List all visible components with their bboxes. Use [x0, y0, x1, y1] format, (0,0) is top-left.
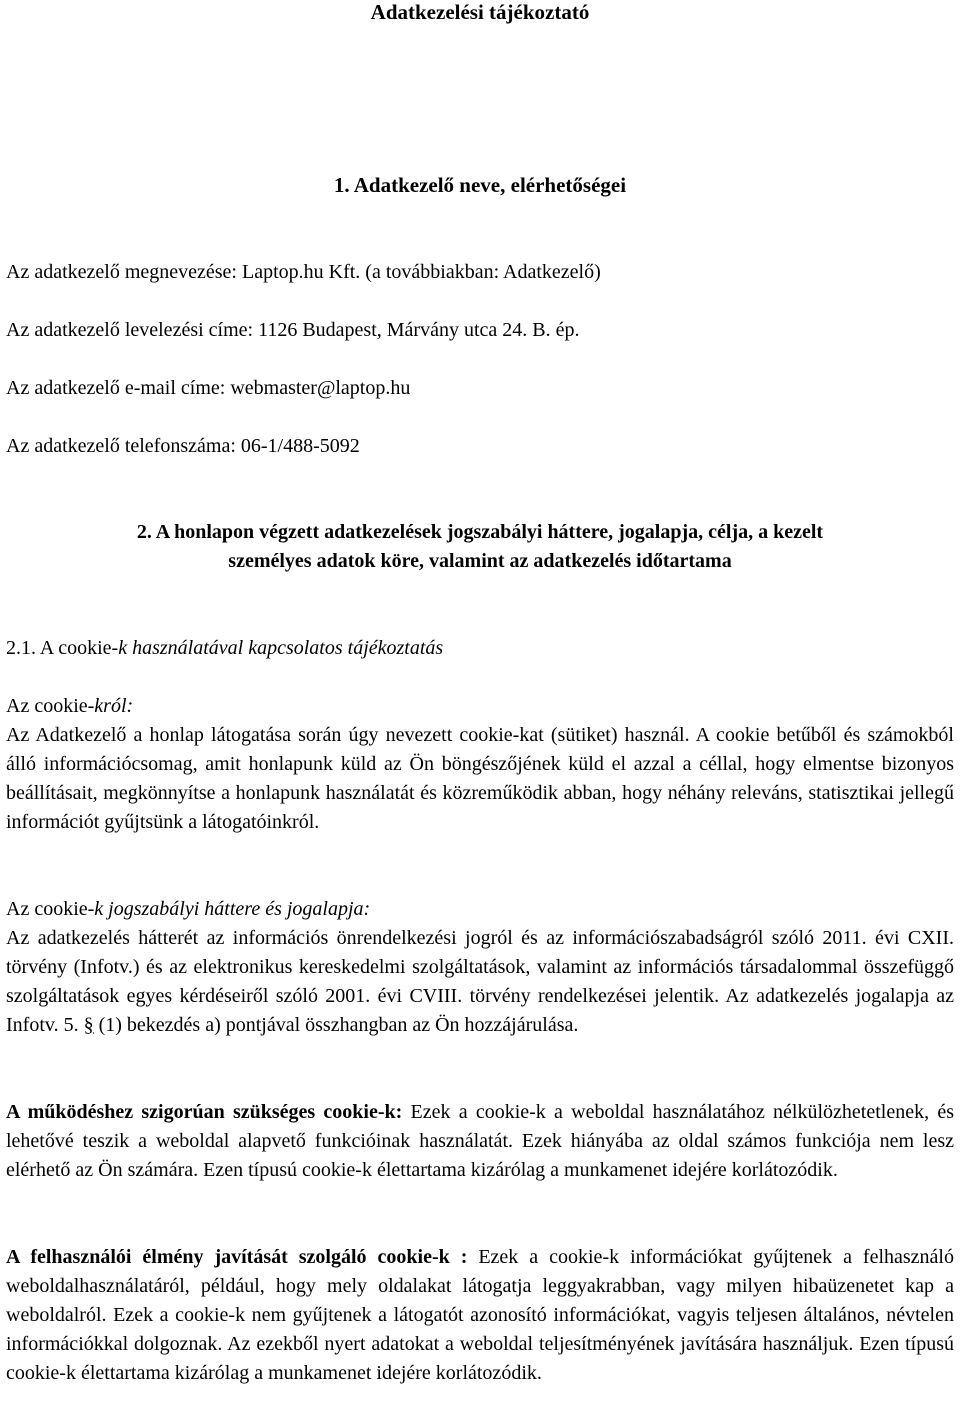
section-sign: § [83, 1014, 94, 1036]
legal-basis-text-after: (1) bekezdés a) pontjával összhangban az Ön hozzájárulása. [93, 1014, 579, 1036]
subsection-2-1-italic: k használatával kapcsolatos tájékoztatás [118, 637, 444, 659]
section-1-heading: 1. Adatkezelő neve, elérhetőségei [333, 173, 627, 197]
controller-email-line: Az adatkezelő e-mail címe: webmaster@laptop.hu [6, 377, 411, 399]
subsection-2-1-heading [6, 634, 443, 663]
document-title: Adatkezelési tájékoztató [370, 0, 590, 24]
legal-basis-text-before: Az adatkezelés hátterét az információs önrendelkezési jogról és az információszabadságról szóló 2011. évi CXII. törvény (Infotv.) és az elektronikus kereskedelmi szolgáltatások, valamint az információs társadalommal összefüggő szolgáltatások egyes kérdéseiről szóló 2001. évi CVIII. törvény rendelkezései jelentik. Az adatkezelés jogalapja az Infotv. 5. [6, 927, 954, 1036]
controller-phone-line: Az adatkezelő telefonszáma: 06-1/488-5092 [6, 435, 360, 457]
experience-cookies-paragraph [6, 1243, 954, 1388]
subsection-2-1-prefix: 2.1. A cookie- [6, 637, 119, 659]
necessary-cookies-text: Ezek a cookie-k a weboldal használatához nélkülözhetetlenek, és lehetővé teszik a weboldal alapvető funkcióinak használatát. Ezek hiányába az oldal számos funkciója nem lesz elérhető az Ön számára. Ezen típusú cookie-k élettartama kizárólag a munkamenet idejére korlátozódik. [6, 1101, 954, 1181]
legal-basis-label-plain: Az cookie- [6, 898, 95, 920]
section-2-heading [0, 518, 960, 576]
necessary-cookies-label: A működéshez szigorúan szükséges cookie-k: [6, 1101, 403, 1123]
about-cookies-paragraph: Az Adatkezelő a honlap látogatása során úgy nevezett cookie-kat (sütiket) használ. A cookie betűből és számokból álló információcsomag, amit honlapunk küld az Ön böngészőjének küld el azzal a céllal, hogy elmentse bizonyos beállításait, megkönnyítse a honlapunk használatát és közreműködik abban, hogy néhány releváns, statisztikai jellegű információt gyűjtsünk a látogatóinkról. [6, 724, 954, 833]
controller-name-line: Az adatkezelő megnevezése: Laptop.hu Kft. (a továbbiakban: Adatkezelő) [6, 261, 601, 283]
legal-basis-paragraph [6, 924, 954, 1040]
legal-basis-label [6, 895, 370, 924]
necessary-cookies-paragraph [6, 1098, 954, 1185]
about-cookies-label-plain: Az cookie- [6, 695, 95, 717]
about-cookies-label [6, 692, 133, 721]
experience-cookies-text: Ezek a cookie-k információkat gyűjtenek a felhasználó weboldalhasználatáról, például, hogy mely oldalakat látogatja leggyakrabban, vagy milyen hibaüzenetet kap a weboldalról. Ezek a cookie-k nem gyűjtenek a látogatót azonosító információkat, vagyis teljesen általános, névtelen információkkal dolgoznak. Az ezekből nyert adatokat a weboldal teljesítményének javítására használjuk. Ezen típusú cookie-k élettartama kizárólag a munkamenet idejére korlátozódik. [6, 1246, 954, 1384]
controller-address-line: Az adatkezelő levelezési címe: 1126 Budapest, Márvány utca 24. B. ép. [6, 319, 580, 341]
experience-cookies-label: A felhasználói élmény javítását szolgáló cookie-k : [6, 1246, 468, 1268]
section-2-heading-line-2: személyes adatok köre, valamint az adatkezelés időtartama [228, 550, 732, 572]
section-2-heading-line-1: 2. A honlapon végzett adatkezelések jogszabályi háttere, jogalapja, célja, a kezelt [136, 521, 824, 543]
about-cookies-label-italic: król: [94, 695, 134, 717]
legal-basis-label-italic: k jogszabályi háttere és jogalapja: [94, 898, 371, 920]
